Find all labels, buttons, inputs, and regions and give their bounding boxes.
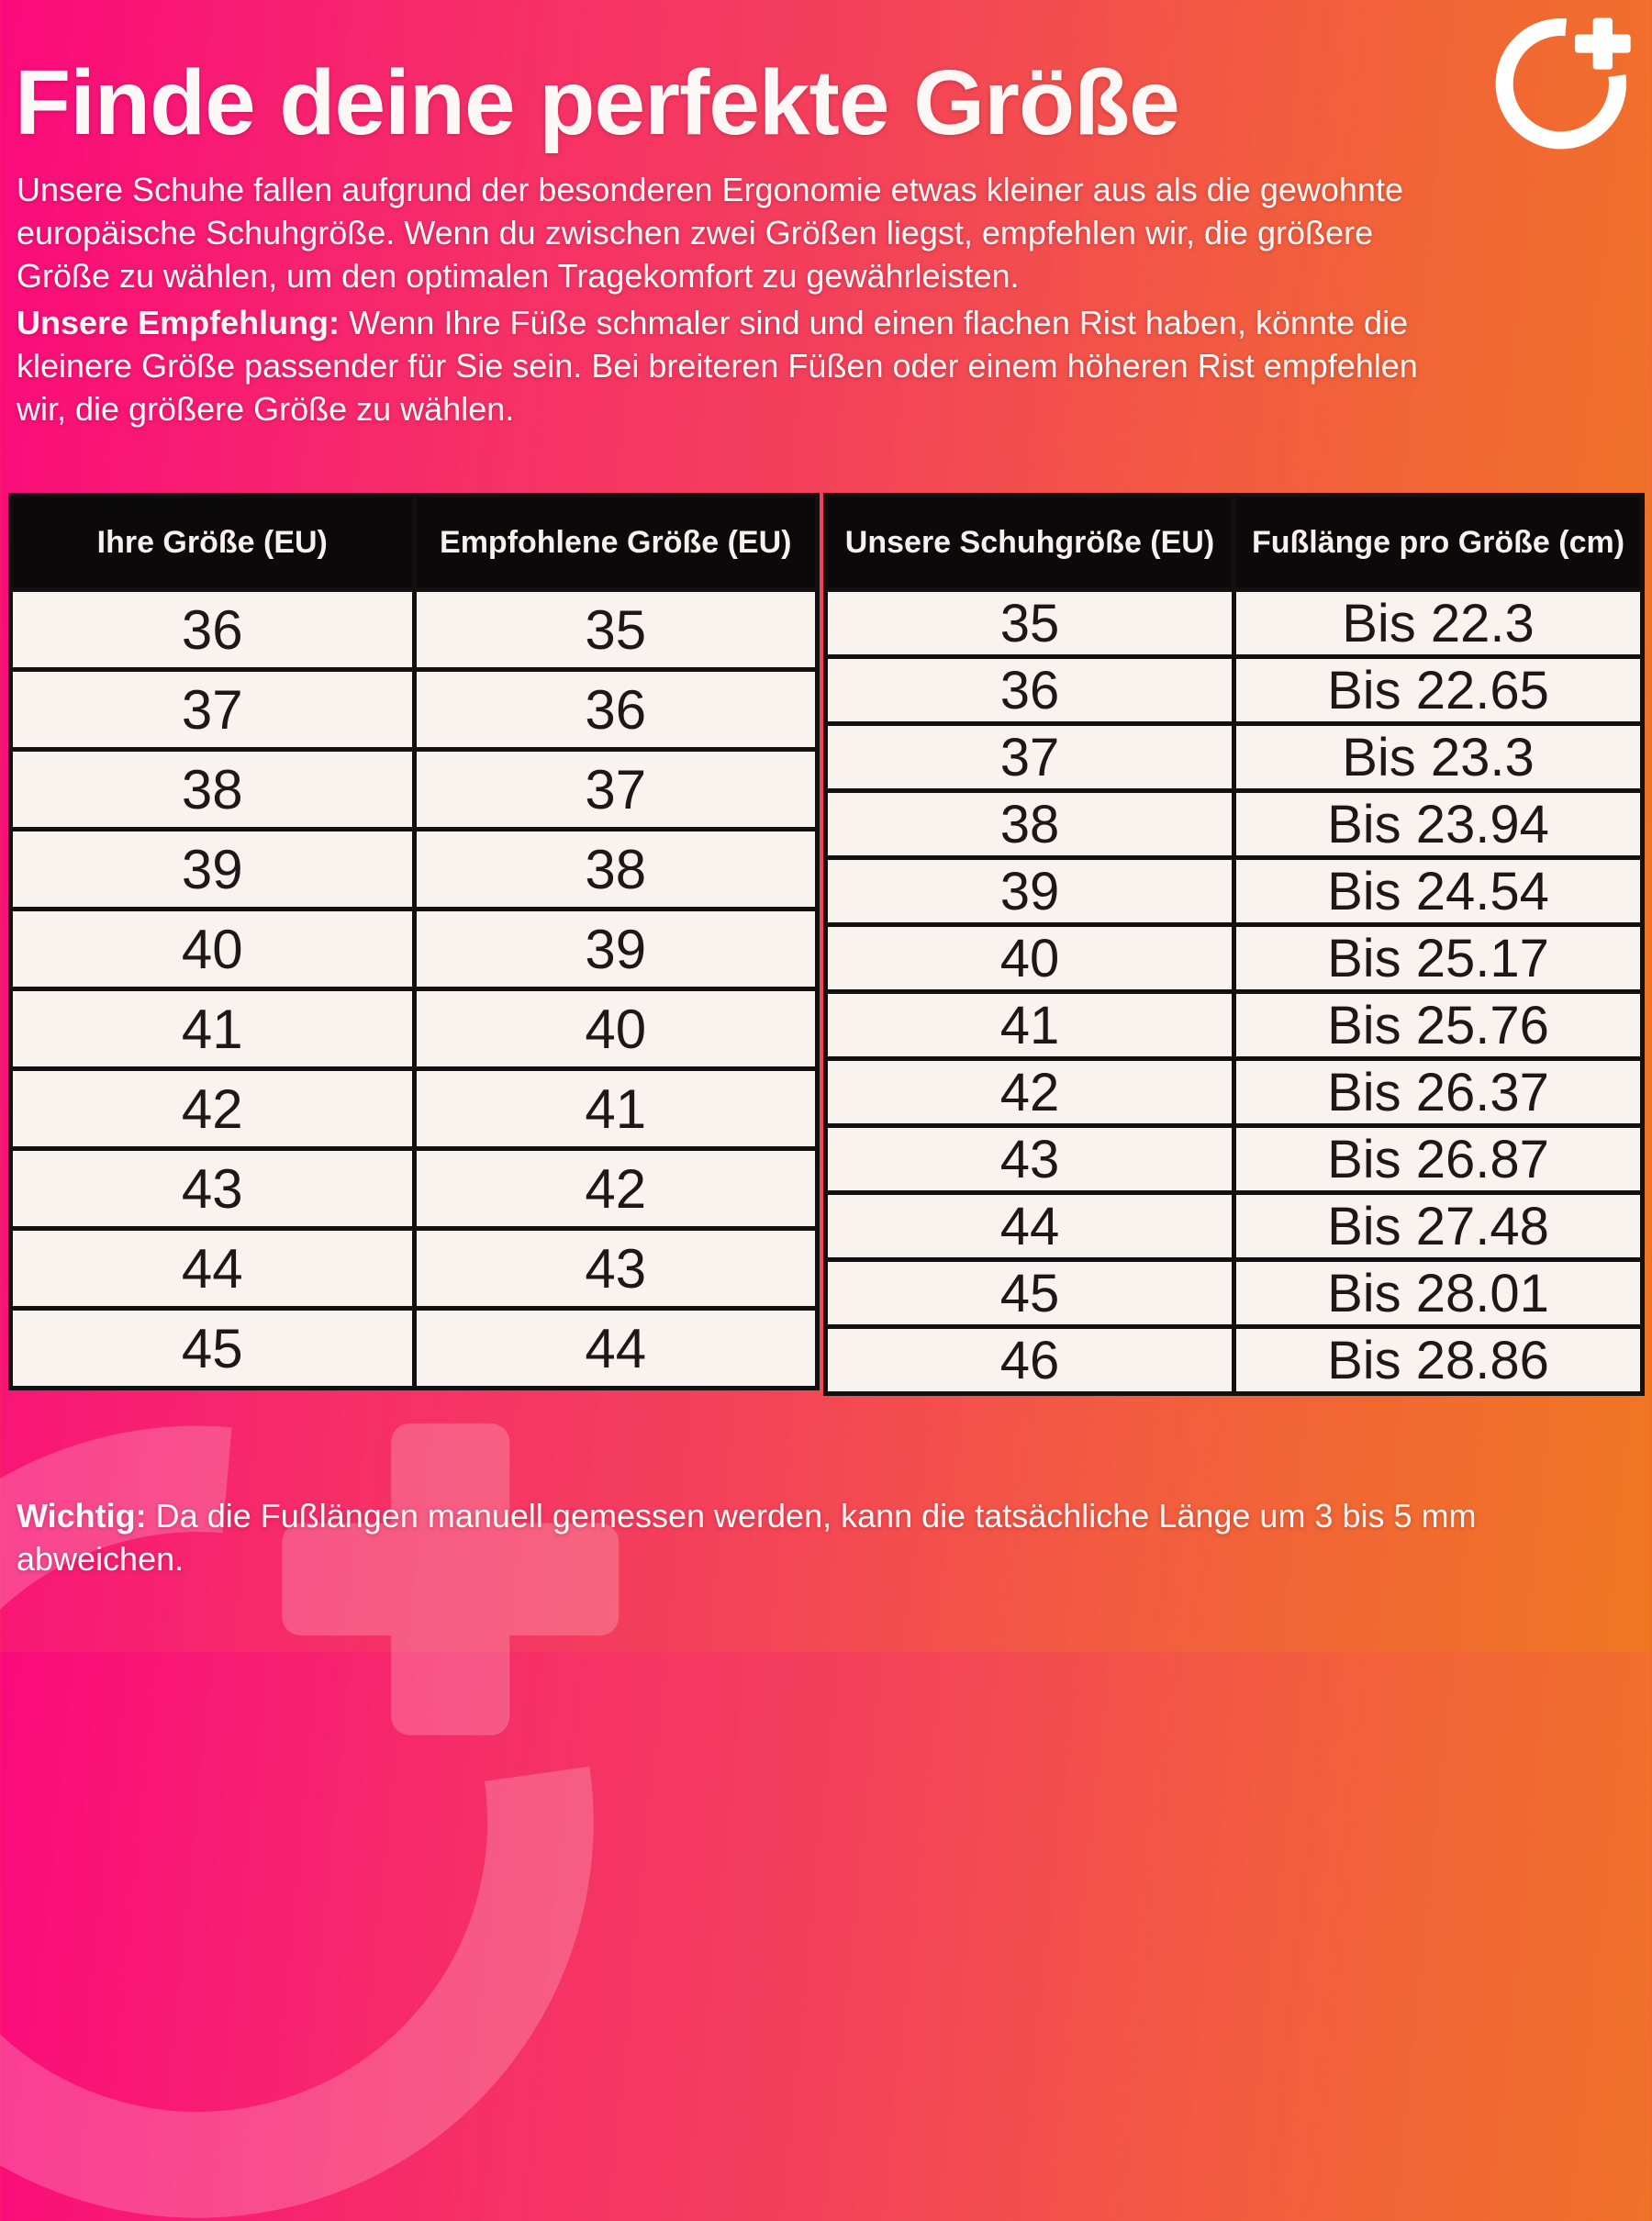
table-cell: Bis 25.17: [1234, 925, 1643, 992]
table-row: [826, 1327, 1643, 1394]
table-cell: 40: [11, 910, 415, 989]
intro-line: Unsere Schuhe fallen aufgrund der besonderen Ergonomie etwas kleiner aus als die gewohnte: [17, 171, 1403, 208]
intro-line: europäische Schuhgröße. Wenn du zwischen zwei Größen liegst, empfehlen wir, die größere: [17, 214, 1374, 251]
recommendation-line: kleinere Größe passender für Sie sein. Bei breiteren Füßen oder einem höheren Rist empfehlen: [17, 347, 1418, 385]
note-line: Da die Fußlängen manuell gemessen werden, kann die tatsächliche Länge um 3 bis 5 mm: [155, 1497, 1477, 1535]
table-cell: 35: [414, 590, 818, 670]
table-row: [826, 657, 1643, 724]
table-cell: 41: [826, 992, 1234, 1059]
table-cell: 38: [414, 830, 818, 910]
table-cell: 45: [11, 1309, 415, 1389]
recommendation-paragraph: [17, 301, 1418, 430]
table-cell: 37: [11, 670, 415, 750]
table-cell: 43: [11, 1149, 415, 1229]
table-row: [11, 989, 818, 1069]
table-row: [11, 750, 818, 830]
table-cell: 37: [414, 750, 818, 830]
table-cell: 43: [414, 1229, 818, 1309]
table-row: [11, 910, 818, 989]
table-row: [11, 670, 818, 750]
table-cell: Bis 23.94: [1234, 791, 1643, 858]
table-cell: 41: [11, 989, 415, 1069]
table-row: [826, 1193, 1643, 1260]
table-cell: Bis 28.86: [1234, 1327, 1643, 1394]
table-cell: 46: [826, 1327, 1234, 1394]
table-cell: 42: [414, 1149, 818, 1229]
intro-line: Größe zu wählen, um den optimalen Tragekomfort zu gewährleisten.: [17, 257, 1020, 295]
table-row: [11, 830, 818, 910]
table-cell: 39: [414, 910, 818, 989]
table-row: [826, 925, 1643, 992]
table-cell: 38: [11, 750, 415, 830]
table-cell: Bis 27.48: [1234, 1193, 1643, 1260]
intro-paragraph: [17, 168, 1403, 297]
foot-length-table: [823, 493, 1645, 1396]
page-title: Finde deine perfekte Größe: [15, 51, 1179, 154]
table-cell: 44: [826, 1193, 1234, 1260]
column-header: Fußlänge pro Größe (cm): [1234, 496, 1643, 590]
table-cell: Bis 23.3: [1234, 724, 1643, 791]
table-cell: 36: [11, 590, 415, 670]
column-header: Ihre Größe (EU): [11, 496, 415, 590]
table-cell: 35: [826, 590, 1234, 657]
table-row: [826, 791, 1643, 858]
table-cell: 36: [826, 657, 1234, 724]
circle-plus-logo-icon: [1495, 0, 1652, 150]
table-cell: Bis 26.37: [1234, 1059, 1643, 1126]
table-row: [826, 1059, 1643, 1126]
table-row: [826, 858, 1643, 925]
size-conversion-table: [8, 493, 820, 1390]
table-row: [11, 1229, 818, 1309]
table-cell: 38: [826, 791, 1234, 858]
size-conversion-table-grid: [8, 493, 820, 1390]
table-row: [826, 992, 1643, 1059]
table-cell: Bis 26.87: [1234, 1126, 1643, 1193]
table-cell: 36: [414, 670, 818, 750]
table-cell: 41: [414, 1069, 818, 1149]
table-row: [11, 590, 818, 670]
table-cell: Bis 24.54: [1234, 858, 1643, 925]
table-cell: 40: [414, 989, 818, 1069]
header-row: [826, 496, 1643, 590]
table-cell: 45: [826, 1260, 1234, 1327]
table-row: [826, 724, 1643, 791]
foot-length-table-grid: [823, 493, 1645, 1396]
table-row: [11, 1149, 818, 1229]
table-row: [826, 1126, 1643, 1193]
table-cell: 44: [11, 1229, 415, 1309]
table-cell: 39: [826, 858, 1234, 925]
table-cell: 37: [826, 724, 1234, 791]
column-header: Unsere Schuhgröße (EU): [826, 496, 1234, 590]
table-row: [11, 1069, 818, 1149]
table-cell: 39: [11, 830, 415, 910]
header-row: [11, 496, 818, 590]
table-cell: Bis 22.65: [1234, 657, 1643, 724]
table-cell: Bis 25.76: [1234, 992, 1643, 1059]
note-line: abweichen.: [17, 1540, 184, 1578]
brand-logo-watermark-icon: [0, 1248, 771, 2221]
column-header: Empfohlene Größe (EU): [414, 496, 818, 590]
table-cell: 42: [826, 1059, 1234, 1126]
table-cell: Bis 28.01: [1234, 1260, 1643, 1327]
table-row: [826, 1260, 1643, 1327]
recommendation-line: wir, die größere Größe zu wählen.: [17, 390, 515, 428]
table-row: [826, 590, 1643, 657]
recommendation-label: Unsere Empfehlung:: [17, 304, 340, 341]
note-paragraph: [17, 1494, 1476, 1580]
table-cell: 40: [826, 925, 1234, 992]
table-cell: Bis 22.3: [1234, 590, 1643, 657]
table-cell: 42: [11, 1069, 415, 1149]
recommendation-line: Wenn Ihre Füße schmaler sind und einen flachen Rist haben, könnte die: [349, 304, 1409, 341]
table-row: [11, 1309, 818, 1389]
note-label: Wichtig:: [17, 1497, 147, 1535]
table-cell: 44: [414, 1309, 818, 1389]
table-cell: 43: [826, 1126, 1234, 1193]
